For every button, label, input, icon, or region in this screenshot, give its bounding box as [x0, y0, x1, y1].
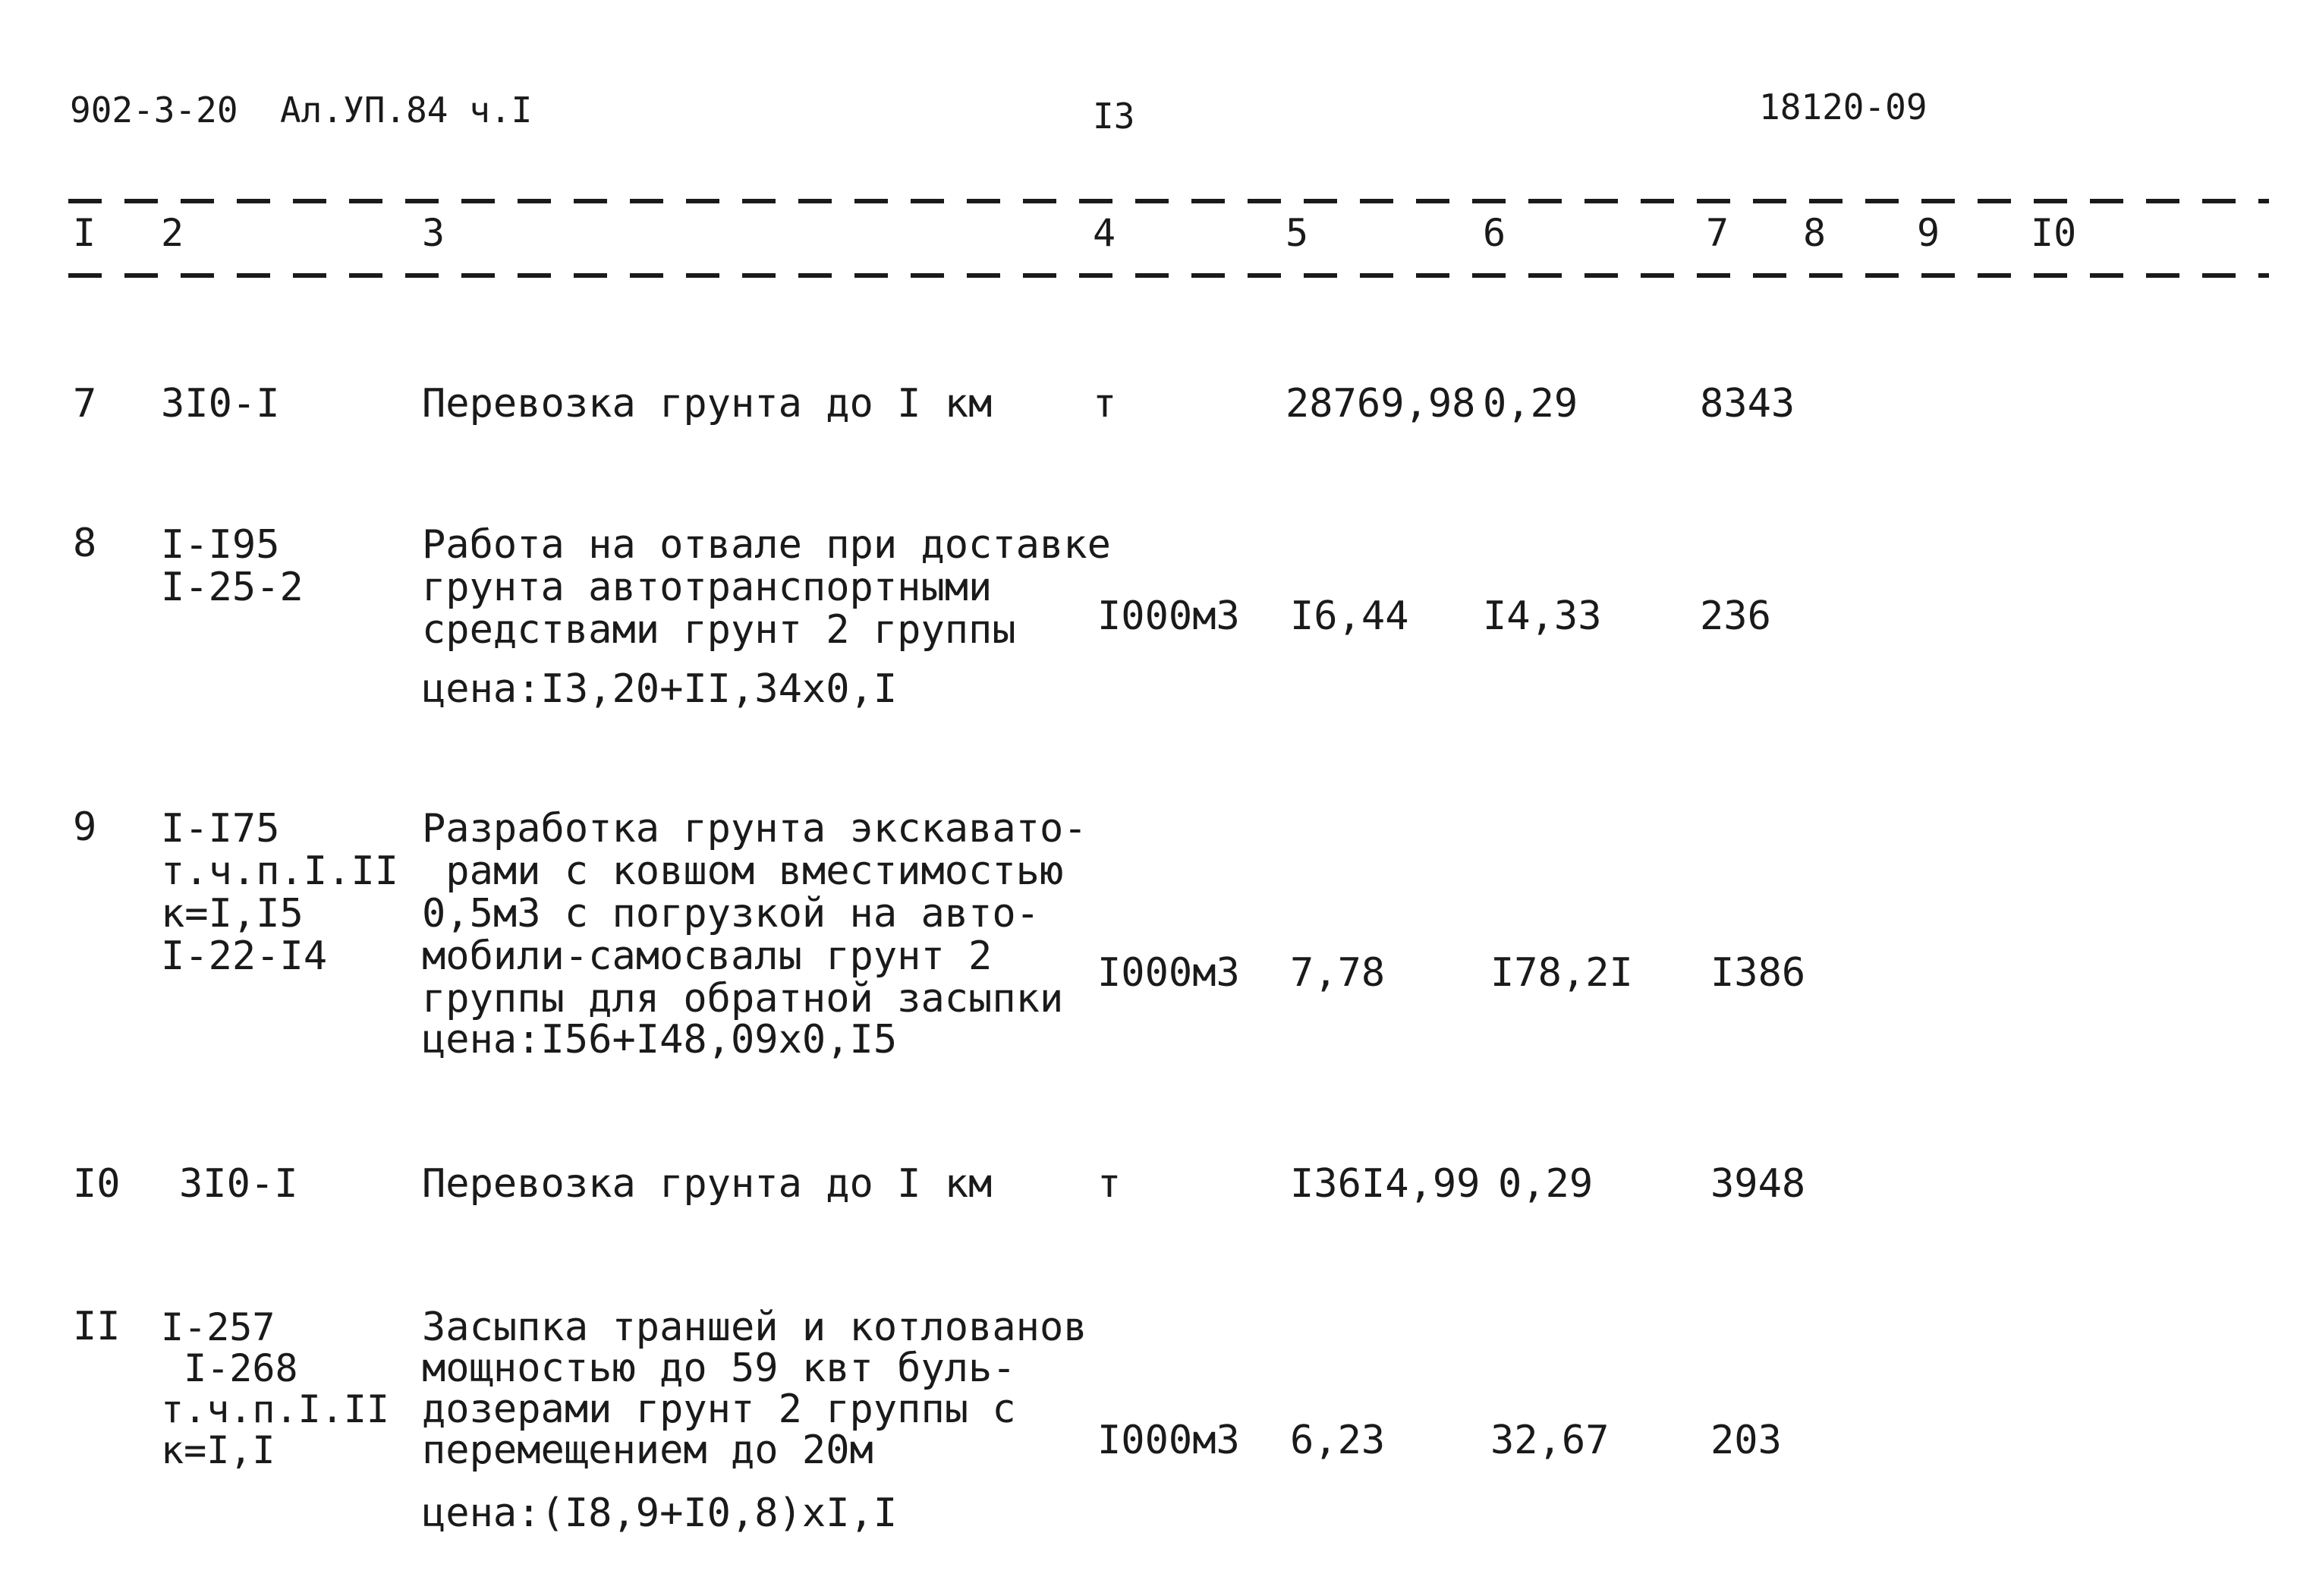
col-header-1: I — [73, 211, 96, 255]
row-unit: I000м3 — [1097, 593, 1240, 639]
row-description: Разработка грунта экскавато- рами с ковшом вместимостью 0,5м3 с погрузкой на авто- мобили-самосвалы грунт 2 группы для обратной засыпки — [422, 806, 1087, 1022]
col-header-3: 3 — [422, 211, 445, 255]
row-total: I386 — [1710, 950, 1806, 996]
row-total: 8343 — [1700, 381, 1795, 427]
header-top-rule — [68, 199, 2269, 203]
row-quantity: 6,23 — [1290, 1418, 1386, 1463]
row-total: 3948 — [1710, 1161, 1806, 1207]
row-number: 8 — [73, 521, 97, 566]
row-quantity: 7,78 — [1290, 950, 1386, 996]
col-header-4: 4 — [1093, 211, 1116, 255]
header-bottom-rule — [68, 273, 2269, 278]
row-unit: т — [1093, 381, 1117, 427]
row-unit: т — [1097, 1161, 1122, 1207]
row-price: 0,29 — [1483, 381, 1578, 427]
row-number: 7 — [73, 381, 97, 427]
row-code: 3I0-I — [161, 381, 280, 427]
row-quantity: 28769,98 — [1286, 381, 1476, 427]
col-header-7: 7 — [1706, 211, 1729, 255]
row-total: 236 — [1700, 593, 1771, 639]
row-number: 9 — [73, 804, 97, 850]
col-header-5: 5 — [1286, 211, 1309, 255]
row-code: I-I95 I-25-2 — [161, 522, 304, 610]
col-header-9: 9 — [1917, 211, 1940, 255]
row-description: Перевозка грунта до I км — [422, 381, 993, 427]
col-header-6: 6 — [1483, 211, 1506, 255]
row-code: I-257 I-268 т.ч.п.I.II к=I,I — [161, 1305, 390, 1472]
row-code: I-I75 т.ч.п.I.II к=I,I5 I-22-I4 — [161, 806, 399, 979]
row-description: Засыпка траншей и котлованов мощностью до 59 квт буль- дозерами грунт 2 группы с перемещением до 20м — [422, 1305, 1087, 1473]
row-price-formula: цена:(I8,9+I0,8)хI,I — [422, 1491, 898, 1536]
document-code: 902-3-20 Ал.УП.84 ч.I — [70, 90, 533, 131]
row-price-formula: цена:I3,20+II,34х0,I — [422, 666, 898, 712]
row-price-formula: цена:I56+I48,09х0,I5 — [422, 1017, 898, 1062]
row-quantity: I6,44 — [1290, 593, 1409, 639]
col-header-8: 8 — [1803, 211, 1827, 255]
row-unit: I000м3 — [1097, 950, 1240, 996]
row-price: 32,67 — [1490, 1418, 1610, 1463]
row-description: Работа на отвале при доставке грунта автотранспортными средствами грунт 2 группы — [422, 522, 1111, 653]
row-number: II — [73, 1304, 121, 1349]
col-header-10: I0 — [2031, 211, 2077, 255]
archive-number: 18120-09 — [1759, 87, 1928, 127]
page-number: I3 — [1093, 96, 1135, 137]
row-number: I0 — [73, 1161, 121, 1207]
row-price: I78,2I — [1490, 950, 1633, 996]
row-description: Перевозка грунта до I км — [422, 1161, 993, 1207]
col-header-2: 2 — [161, 211, 184, 255]
row-price: I4,33 — [1483, 593, 1602, 639]
row-quantity: I36I4,99 — [1290, 1161, 1481, 1207]
row-code: 3I0-I — [179, 1161, 298, 1207]
row-total: 203 — [1710, 1418, 1782, 1463]
row-unit: I000м3 — [1097, 1418, 1240, 1463]
row-price: 0,29 — [1498, 1161, 1594, 1207]
